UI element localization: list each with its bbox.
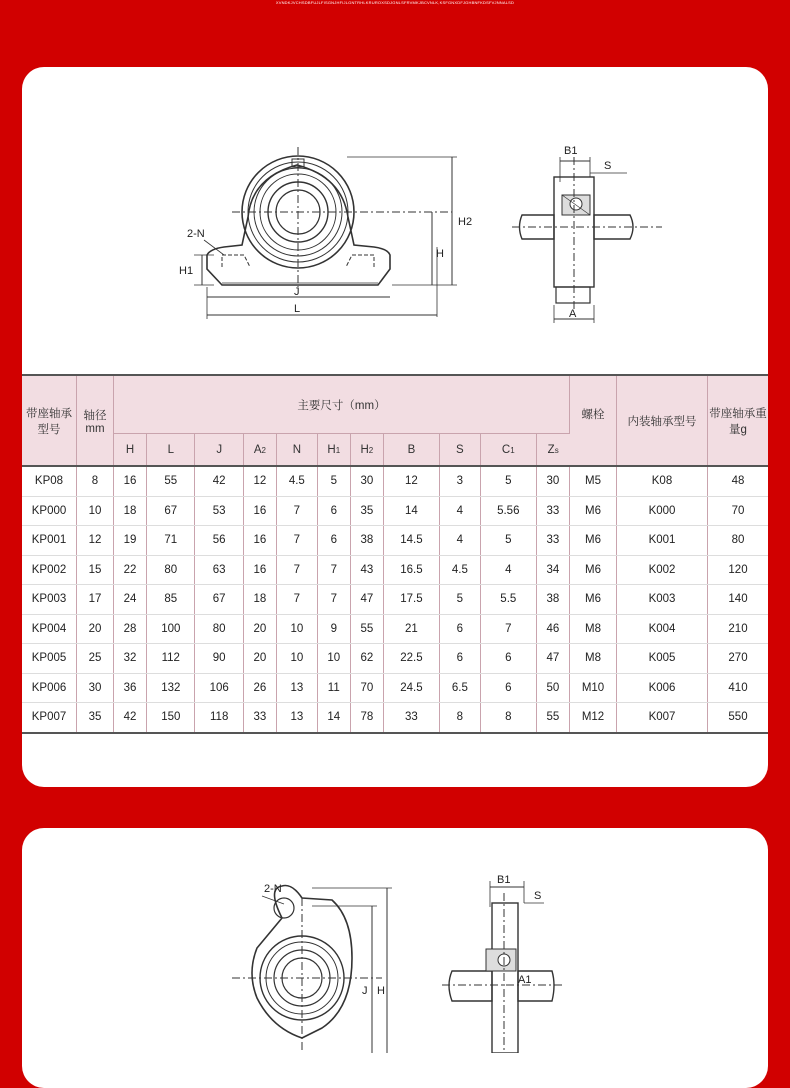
side-view-drawing: [512, 137, 662, 327]
table-cell: 7: [276, 496, 317, 526]
table-cell: 38: [350, 526, 383, 556]
table-cell: 16: [243, 555, 276, 585]
dimension-table-wrap: [22, 374, 768, 734]
flange-label-a1: A1: [518, 974, 532, 986]
table-cell: 11: [317, 673, 350, 703]
table-cell: 6: [439, 614, 480, 644]
table-cell: 50: [536, 673, 569, 703]
table-cell: 7: [317, 585, 350, 615]
spec-card-pillow-block: [22, 67, 768, 787]
table-cell: 15: [77, 555, 114, 585]
table-cell: 5.5: [480, 585, 536, 615]
table-cell: M8: [570, 614, 617, 644]
table-cell: 80: [708, 526, 769, 556]
table-cell: 5: [480, 466, 536, 496]
label-b1: B1: [564, 145, 578, 157]
table-cell: 56: [195, 526, 243, 556]
table-cell: 100: [147, 614, 195, 644]
table-cell: 140: [708, 585, 769, 615]
table-cell: 6: [480, 673, 536, 703]
header-dim-0: [114, 434, 147, 467]
header-dim-4: [276, 434, 317, 467]
header-dim-sub: 2: [368, 445, 374, 455]
table-cell: 14: [317, 703, 350, 733]
table-cell: M8: [570, 644, 617, 674]
table-cell: 38: [536, 585, 569, 615]
table-cell: K08: [617, 466, 708, 496]
header-dim-sub: 1: [335, 445, 341, 455]
table-cell: 24.5: [383, 673, 439, 703]
label-j: J: [294, 286, 300, 298]
header-dim-3: [243, 434, 276, 467]
flange-front-drawing: [212, 878, 412, 1058]
header-dim-base: H: [125, 443, 135, 456]
table-cell: 7: [317, 555, 350, 585]
table-cell: 36: [114, 673, 147, 703]
table-cell: M6: [570, 555, 617, 585]
table-cell: M12: [570, 703, 617, 733]
table-cell: 4: [439, 526, 480, 556]
table-cell: 6: [439, 644, 480, 674]
header-dim-9: [480, 434, 536, 467]
label-h2: H2: [458, 216, 473, 228]
table-cell: K007: [617, 703, 708, 733]
table-cell: KP000: [22, 496, 77, 526]
label-h1: H1: [179, 265, 194, 277]
table-cell: M6: [570, 526, 617, 556]
table-row: [22, 496, 768, 526]
table-cell: 10: [317, 644, 350, 674]
table-cell: 14.5: [383, 526, 439, 556]
table-cell: 32: [114, 644, 147, 674]
header-dim-8: [439, 434, 480, 467]
table-cell: 10: [77, 496, 114, 526]
table-cell: 26: [243, 673, 276, 703]
header-dim-sub: 2: [261, 445, 266, 455]
table-cell: 42: [114, 703, 147, 733]
table-cell: 132: [147, 673, 195, 703]
header-dim-sub: 1: [510, 445, 515, 455]
table-cell: 80: [147, 555, 195, 585]
table-cell: 33: [383, 703, 439, 733]
header-weight: 带座轴承重量g: [708, 375, 769, 466]
table-cell: 30: [536, 466, 569, 496]
table-cell: 34: [536, 555, 569, 585]
table-cell: 112: [147, 644, 195, 674]
table-cell: 7: [276, 555, 317, 585]
table-cell: 5: [480, 526, 536, 556]
header-dim-10: [536, 434, 569, 467]
table-cell: KP005: [22, 644, 77, 674]
table-cell: 5: [317, 466, 350, 496]
table-cell: 20: [77, 614, 114, 644]
table-cell: 18: [243, 585, 276, 615]
flange-label-b1: B1: [497, 874, 511, 886]
table-row: [22, 526, 768, 556]
table-cell: 48: [708, 466, 769, 496]
table-cell: 4: [439, 496, 480, 526]
table-cell: M5: [570, 466, 617, 496]
top-banner-text: XVNDKJVCHSDBFUJLFISGNJHFIJLGNTRHLKRUROXSDJGNLSFRVMKJBCVNLK,KSFGNXDFJGHBNFKDSFVJNNALSD: [275, 0, 515, 5]
table-cell: 30: [77, 673, 114, 703]
table-cell: 22.5: [383, 644, 439, 674]
header-dim-base: J: [216, 443, 223, 456]
table-cell: 7: [276, 585, 317, 615]
table-cell: 4.5: [439, 555, 480, 585]
table-cell: 21: [383, 614, 439, 644]
table-cell: 17: [77, 585, 114, 615]
table-cell: 118: [195, 703, 243, 733]
label-s: S: [604, 160, 612, 172]
header-dim-5: [317, 434, 350, 467]
table-cell: 16.5: [383, 555, 439, 585]
table-cell: 4: [480, 555, 536, 585]
table-cell: 8: [439, 703, 480, 733]
table-row: [22, 673, 768, 703]
table-cell: 42: [195, 466, 243, 496]
table-cell: 85: [147, 585, 195, 615]
label-h: H: [436, 248, 444, 260]
header-main-dims: 主要尺寸（mm）: [114, 375, 570, 434]
flange-label-j: J: [362, 985, 368, 997]
table-cell: 7: [480, 614, 536, 644]
front-view-drawing: [152, 137, 502, 327]
table-cell: 6.5: [439, 673, 480, 703]
table-cell: 3: [439, 466, 480, 496]
table-cell: 16: [243, 496, 276, 526]
table-cell: 12: [383, 466, 439, 496]
table-cell: 550: [708, 703, 769, 733]
header-dim-base: H: [327, 443, 336, 456]
header-dim-base: S: [456, 443, 464, 456]
table-cell: 8: [77, 466, 114, 496]
table-cell: M6: [570, 496, 617, 526]
header-dim-1: [147, 434, 195, 467]
table-cell: 4.5: [276, 466, 317, 496]
table-cell: KP004: [22, 614, 77, 644]
table-cell: 7: [276, 526, 317, 556]
table-body: [22, 466, 768, 733]
header-inner-bearing: 内装轴承型号: [617, 375, 708, 466]
table-cell: 16: [243, 526, 276, 556]
table-cell: 28: [114, 614, 147, 644]
table-cell: 106: [195, 673, 243, 703]
header-dim-base: C: [501, 443, 511, 456]
table-cell: 70: [350, 673, 383, 703]
table-cell: KP001: [22, 526, 77, 556]
flange-label-2-n: 2-N: [264, 883, 282, 895]
table-cell: KP007: [22, 703, 77, 733]
header-dim-sub: s: [554, 445, 559, 455]
table-cell: 33: [536, 526, 569, 556]
table-cell: K006: [617, 673, 708, 703]
table-cell: 17.5: [383, 585, 439, 615]
header-dim-base: A: [253, 443, 262, 456]
table-cell: 35: [350, 496, 383, 526]
table-cell: KP003: [22, 585, 77, 615]
label-a: A: [569, 308, 577, 320]
table-cell: KP006: [22, 673, 77, 703]
table-cell: 71: [147, 526, 195, 556]
table-cell: 120: [708, 555, 769, 585]
table-cell: 25: [77, 644, 114, 674]
table-cell: 47: [536, 644, 569, 674]
table-cell: 6: [317, 496, 350, 526]
table-cell: 12: [243, 466, 276, 496]
table-cell: M6: [570, 585, 617, 615]
table-cell: 24: [114, 585, 147, 615]
table-cell: 55: [350, 614, 383, 644]
table-cell: 410: [708, 673, 769, 703]
table-cell: K000: [617, 496, 708, 526]
table-row: [22, 703, 768, 733]
table-cell: 55: [536, 703, 569, 733]
table-cell: 210: [708, 614, 769, 644]
table-cell: 5: [439, 585, 480, 615]
header-bolt: 螺栓: [570, 375, 617, 466]
table-cell: 6: [317, 526, 350, 556]
header-dim-base: L: [167, 443, 174, 456]
table-cell: 70: [708, 496, 769, 526]
table-cell: 6: [480, 644, 536, 674]
table-row: [22, 614, 768, 644]
flange-label-h: H: [377, 985, 385, 997]
table-cell: 46: [536, 614, 569, 644]
table-cell: 80: [195, 614, 243, 644]
table-cell: 33: [536, 496, 569, 526]
table-cell: 16: [114, 466, 147, 496]
table-cell: 20: [243, 644, 276, 674]
table-cell: 62: [350, 644, 383, 674]
table-cell: M10: [570, 673, 617, 703]
header-dim-base: H: [360, 443, 369, 456]
dimension-table: [22, 374, 768, 734]
header-shaft: 轴径mm: [77, 375, 114, 466]
table-cell: 20: [243, 614, 276, 644]
table-cell: 47: [350, 585, 383, 615]
table-cell: 9: [317, 614, 350, 644]
table-cell: 150: [147, 703, 195, 733]
header-dim-2: [195, 434, 243, 467]
table-cell: 18: [114, 496, 147, 526]
table-cell: 8: [480, 703, 536, 733]
table-cell: 67: [195, 585, 243, 615]
table-cell: 67: [147, 496, 195, 526]
table-cell: K004: [617, 614, 708, 644]
header-dim-7: [383, 434, 439, 467]
table-cell: 43: [350, 555, 383, 585]
table-cell: 78: [350, 703, 383, 733]
table-cell: 10: [276, 614, 317, 644]
header-dim-base: Z: [547, 443, 555, 456]
header-dim-base: B: [407, 443, 416, 456]
spec-card-flange-block: [22, 828, 768, 1088]
label-2-n: 2-N: [187, 228, 205, 240]
table-row: [22, 585, 768, 615]
table-cell: 14: [383, 496, 439, 526]
table-cell: K003: [617, 585, 708, 615]
table-cell: 270: [708, 644, 769, 674]
table-cell: 33: [243, 703, 276, 733]
table-cell: K002: [617, 555, 708, 585]
table-cell: 63: [195, 555, 243, 585]
table-cell: 55: [147, 466, 195, 496]
table-row: [22, 644, 768, 674]
table-cell: 90: [195, 644, 243, 674]
table-cell: KP002: [22, 555, 77, 585]
table-cell: 5.56: [480, 496, 536, 526]
table-cell: 30: [350, 466, 383, 496]
flange-side-drawing: [442, 873, 562, 1053]
header-model: 带座轴承型号: [22, 375, 77, 466]
table-cell: 22: [114, 555, 147, 585]
table-cell: 13: [276, 673, 317, 703]
table-cell: KP08: [22, 466, 77, 496]
table-cell: 10: [276, 644, 317, 674]
table-cell: 35: [77, 703, 114, 733]
table-row: [22, 466, 768, 496]
table-cell: 19: [114, 526, 147, 556]
header-dim-6: [350, 434, 383, 467]
table-row: [22, 555, 768, 585]
table-cell: 12: [77, 526, 114, 556]
table-cell: 53: [195, 496, 243, 526]
flange-label-s: S: [534, 890, 542, 902]
table-cell: K005: [617, 644, 708, 674]
table-cell: K001: [617, 526, 708, 556]
header-dim-base: N: [292, 443, 301, 456]
label-l: L: [294, 303, 301, 315]
table-cell: 13: [276, 703, 317, 733]
